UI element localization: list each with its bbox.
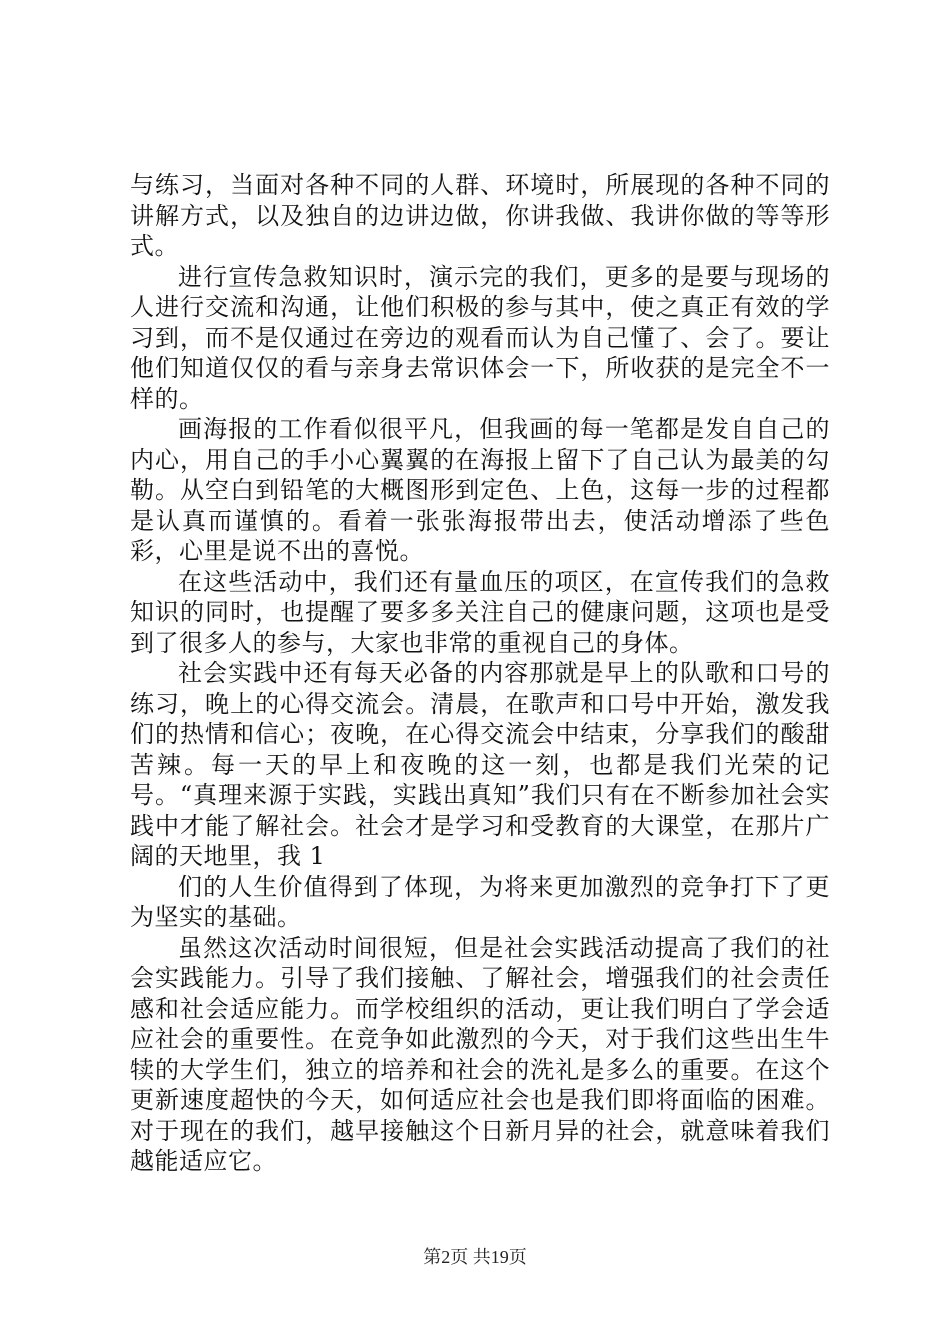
paragraph: 画海报的工作看似很平凡，但我画的每一笔都是发自自己的内心，用自己的手小心翼翼的在海报上留下了自己认为最美的勾勒。从空白到铅笔的大概图形到定色、上色，这每一步的过程都是认真而谨慎的。看着一张张海报带出去，使活动增添了些色彩，心里是说不出的喜悦。 [130, 415, 830, 565]
paragraph: 在这些活动中，我们还有量血压的项区，在宣传我们的急救知识的同时，也提醒了要多多关注自己的健康问题，这项也是受到了很多人的参与，大家也非常的重视自己的身体。 [130, 567, 830, 657]
paragraph: 们的人生价值得到了体现，为将来更加激烈的竞争打下了更为坚实的基础。 [130, 872, 830, 931]
page-footer: 第2页 共19页 [423, 1247, 527, 1267]
paragraph: 社会实践中还有每天必备的内容那就是早上的队歌和口号的练习，晚上的心得交流会。清晨，在歌声和口号中开始，激发我们的热情和信心；夜晚，在心得交流会中结束，分享我们的酸甜苦辣。每一天的早上和夜晚的这一刻，也都是我们光荣的记号。“真理来源于实践，实践出真知”我们只有在不断参加社会实践中才能了解社会。社会才是学习和受教育的大课堂，在那片广阔的天地里，我 1 [130, 659, 830, 870]
document-body [130, 170, 830, 1177]
paragraph: 虽然这次活动时间很短，但是社会实践活动提高了我们的社会实践能力。引导了我们接触、了解社会，增强我们的社会责任感和社会适应能力。而学校组织的活动，更让我们明白了学会适应社会的重要性。在竞争如此激烈的今天，对于我们这些出生牛犊的大学生们，独立的培养和社会的洗礼是多么的重要。在这个更新速度超快的今天，如何适应社会也是我们即将面临的困难。对于现在的我们，越早接触这个日新月异的社会，就意味着我们越能适应它。 [130, 933, 830, 1175]
paragraph: 与练习，当面对各种不同的人群、环境时，所展现的各种不同的讲解方式，以及独自的边讲边做，你讲我做、我讲你做的等等形式。 [130, 171, 830, 260]
paragraph: 进行宣传急救知识时，演示完的我们，更多的是要与现场的人进行交流和沟通，让他们积极的参与其中，使之真正有效的学习到，而不是仅通过在旁边的观看而认为自己懂了、会了。要让他们知道仅仅的看与亲身去常识体会一下，所收获的是完全不一样的。 [130, 262, 830, 413]
